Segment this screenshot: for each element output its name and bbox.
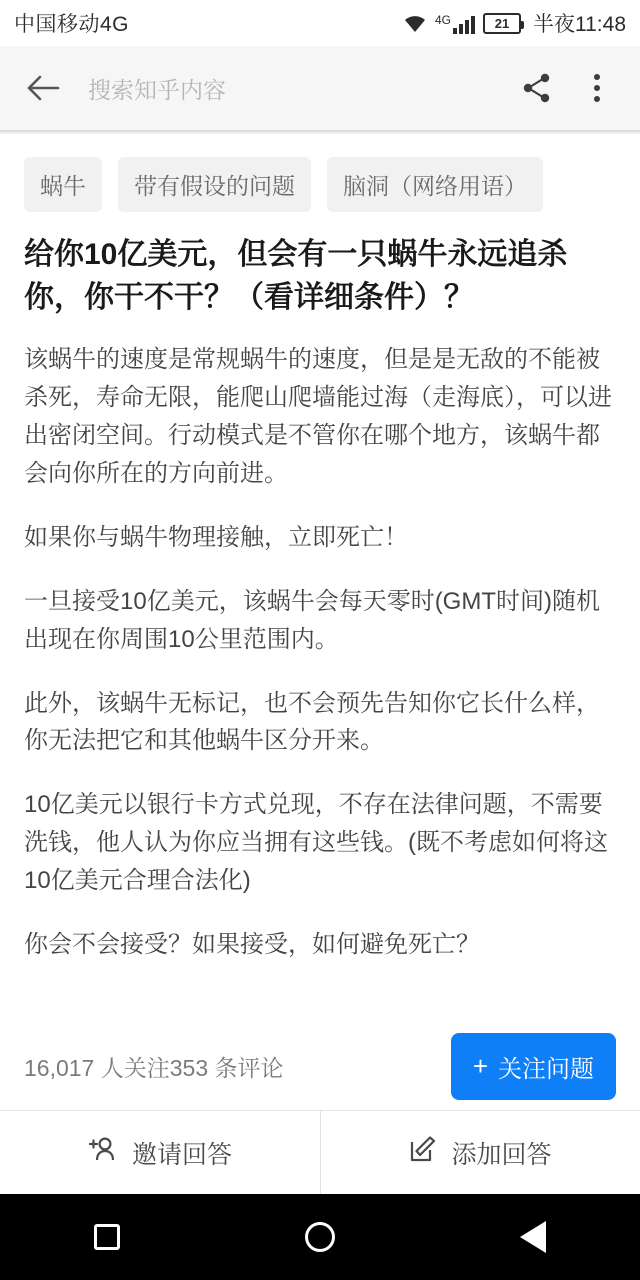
- comment-count: 353 条评论: [169, 1054, 284, 1081]
- question-content: [0, 135, 640, 1014]
- signal-icon: [435, 12, 475, 34]
- battery-level-label: 21: [494, 15, 510, 31]
- follower-count: 16,017 人关注: [24, 1054, 170, 1081]
- status-bar: [0, 0, 640, 46]
- clock-label: 半夜11:48: [533, 13, 626, 36]
- signal-bars: [453, 16, 475, 34]
- bottom-action-bar: [0, 1110, 640, 1194]
- back-arrow-icon[interactable]: [20, 65, 66, 111]
- question-paragraph: 你会不会接受？如果接受，如何避免死亡？: [24, 931, 480, 959]
- plus-icon: +: [472, 1051, 488, 1081]
- invite-answer-label: 邀请回答: [131, 1140, 232, 1169]
- app-bar: [0, 46, 640, 130]
- question-title: 给你10亿美元，但会有一只蜗牛永远追杀你，你干不干？（看详细条件）？: [24, 238, 568, 314]
- question-paragraph: 10亿美元以银行卡方式兑现，不存在法律问题，不需要洗钱，他人认为你应当拥有这些钱。(既不考虑如何将这10亿美元合理合法化): [24, 791, 608, 895]
- search-input[interactable]: 搜索知乎内容: [88, 76, 226, 103]
- tag-item[interactable]: 脑洞（网络用语）: [327, 157, 543, 212]
- system-nav-bar: [0, 1194, 640, 1280]
- question-paragraph: 一旦接受10亿美元，该蜗牛会每天零时(GMT时间)随机出现在你周围10公里范围内。: [24, 587, 600, 653]
- carrier-label: 中国移动4G: [14, 13, 130, 36]
- battery-icon: [483, 13, 521, 34]
- question-paragraph: 该蜗牛的速度是常规蜗牛的速度，但是是无敌的不能被杀死，寿命无限，能爬山爬墙能过海（走海底），可以进出密闭空间。行动模式是不管你在哪个地方，该蜗牛都会向你所在的方向前进。: [24, 346, 612, 487]
- signal-type-label: 4G: [434, 13, 451, 27]
- status-icons: [403, 8, 626, 38]
- add-answer-label: 添加回答: [451, 1140, 552, 1169]
- share-icon[interactable]: [514, 65, 560, 111]
- question-paragraph: 此外，该蜗牛无标记，也不会预先告知你它长什么样，你无法把它和其他蜗牛区分开来。: [24, 689, 600, 755]
- tag-item[interactable]: 带有假设的问题: [118, 157, 311, 212]
- question-paragraph: 如果你与蜗牛物理接触，立即死亡！: [24, 523, 408, 551]
- recents-square-icon[interactable]: [62, 1194, 152, 1280]
- tag-item[interactable]: 蜗牛: [24, 157, 102, 212]
- back-triangle-icon[interactable]: [488, 1194, 578, 1280]
- invite-answer-button[interactable]: [0, 1111, 320, 1194]
- wifi-icon: [403, 13, 427, 33]
- home-circle-icon[interactable]: [275, 1194, 365, 1280]
- more-vertical-icon[interactable]: [574, 65, 620, 111]
- follow-question-label: 关注问题: [498, 1055, 594, 1083]
- invite-person-icon: [88, 1135, 118, 1170]
- follow-question-button[interactable]: [451, 1033, 616, 1100]
- edit-pencil-icon: [409, 1135, 437, 1170]
- add-answer-button[interactable]: [320, 1111, 640, 1194]
- question-meta-row: [0, 1014, 640, 1110]
- tag-list: [24, 157, 616, 212]
